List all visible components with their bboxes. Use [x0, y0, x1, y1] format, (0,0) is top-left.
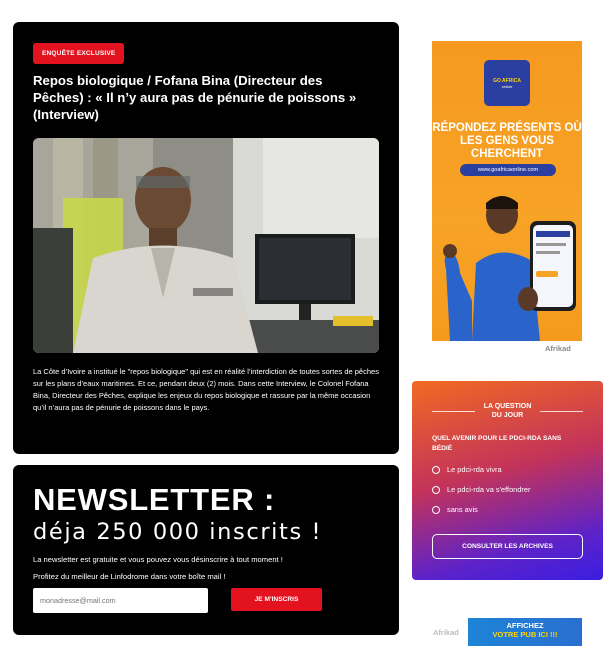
poll-option[interactable]	[432, 505, 478, 514]
ad2-line2: VOTRE PUB ICI !!!	[492, 630, 558, 639]
newsletter-card	[13, 465, 399, 635]
poll-title-line2: DU JOUR	[491, 412, 524, 419]
logo-text: GO AFRICA	[493, 77, 521, 84]
goafrica-ad-banner[interactable]	[432, 41, 582, 341]
question-of-the-day-card	[412, 381, 603, 580]
ad-headline: RÉPONDEZ PRÉSENTS OÙ LES GENS VOUS CHERCHENT	[432, 122, 582, 160]
interview-photo-illustration	[33, 138, 379, 353]
newsletter-title: NEWSLETTER :	[33, 482, 276, 517]
newsletter-pitch: Profitez du meilleur de Linfodrome dans votre boîte mail !	[33, 572, 226, 581]
subscribe-button[interactable]: JE M'INSCRIS	[231, 588, 322, 611]
poll-option-label: Le pdci-rda vivra	[447, 465, 502, 474]
ad-url: www.goafricaonline.com	[460, 164, 556, 176]
advertise-here-banner[interactable]	[468, 618, 582, 646]
ad-person-illustration	[432, 181, 582, 341]
poll-title-line1: LA QUESTION	[483, 403, 532, 410]
radio-button[interactable]	[432, 486, 440, 494]
radio-button[interactable]	[432, 506, 440, 514]
goafrica-logo	[484, 60, 530, 106]
article-headline[interactable]: Repos biologique / Fofana Bina (Directeur des Pêches) : « Il n’y aura pas de pénurie de poissons » (Interview)	[33, 73, 357, 122]
afrikad-label: Afrikad	[545, 344, 571, 353]
poll-title	[412, 402, 603, 420]
poll-question: QUEL AVENIR POUR LE PDCI-RDA SANS BÉDIÉ	[432, 435, 562, 452]
archives-button[interactable]: CONSULTER LES ARCHIVES	[432, 534, 583, 559]
newsletter-subtitle: déja 250 000 inscrits !	[33, 519, 323, 545]
featured-article-card[interactable]	[13, 22, 399, 454]
newsletter-email-input[interactable]	[33, 588, 208, 613]
afrikad-logo: Afrikad	[433, 628, 459, 637]
ad2-line1: AFFICHEZ	[506, 621, 544, 630]
poll-option[interactable]	[432, 485, 530, 494]
radio-button[interactable]	[432, 466, 440, 474]
exclusive-tag[interactable]: ENQUÊTE EXCLUSIVE	[33, 43, 124, 64]
article-photo[interactable]	[33, 138, 379, 353]
poll-option[interactable]	[432, 465, 502, 474]
article-excerpt: La Côte d’Ivoire a institué le "repos biologique" qui est en réalité l’interdiction de toutes sortes de pêches sur les plans d’eaux maritimes. Et ce, pendant deux (2) mois. Dans cette Interview, le Colonel Fofana Bina, Directeur des Pêches, explique les enjeux du repos biologique et rassure par la même occasion qu’il n’aura pas de pénurie de poissons dans le pays.	[33, 367, 379, 412]
newsletter-info: La newsletter est gratuite et vous pouvez vous désinscrire à tout moment !	[33, 555, 283, 564]
logo-subtext: online	[501, 83, 513, 89]
poll-option-label: Le pdci-rda va s'effondrer	[447, 485, 531, 494]
poll-option-label: sans avis	[447, 505, 478, 514]
